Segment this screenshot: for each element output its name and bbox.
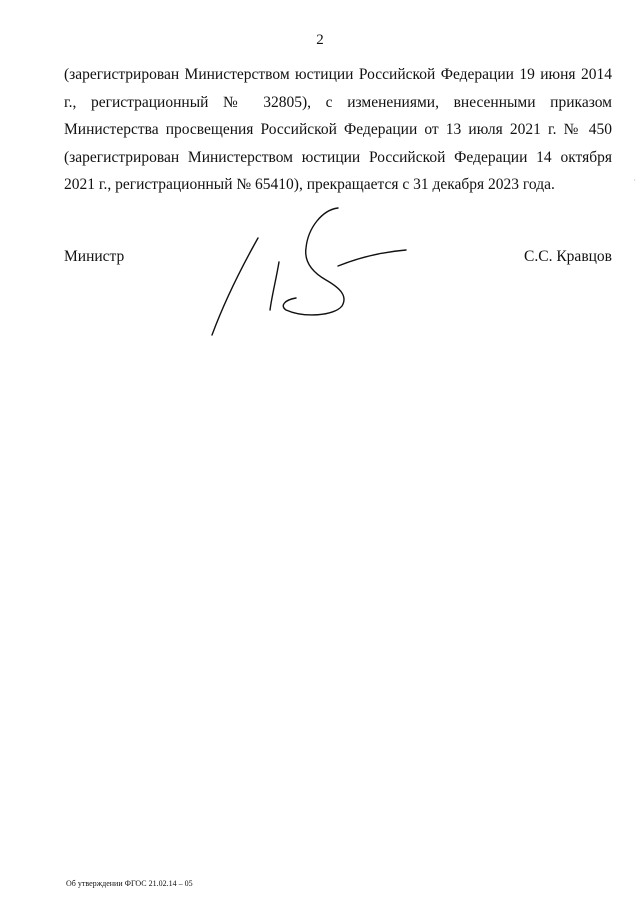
page-number: 2 — [316, 32, 324, 48]
signer-name: С.С. Кравцов — [524, 248, 612, 265]
handwritten-signature — [200, 200, 415, 340]
footer-note: Об утверждении ФГОС 21.02.14 – 05 — [66, 879, 193, 888]
signer-title: Министр — [64, 248, 125, 265]
edge-mark: · — [633, 176, 636, 185]
body-paragraph: (зарегистрирован Министерством юстиции Российской Федерации 19 июня 2014 г., регистрационный № 32805), с изменениями, внесенными приказом Министерства просвещения Российской Федерации от 13 июля 2021 г. № 450 (зарегистрирован Министерством юстиции Российской Федерации 14 октября 2021 г., регистрационный № 65410), прекращается с 31 декабря 2023 года. — [64, 66, 612, 193]
